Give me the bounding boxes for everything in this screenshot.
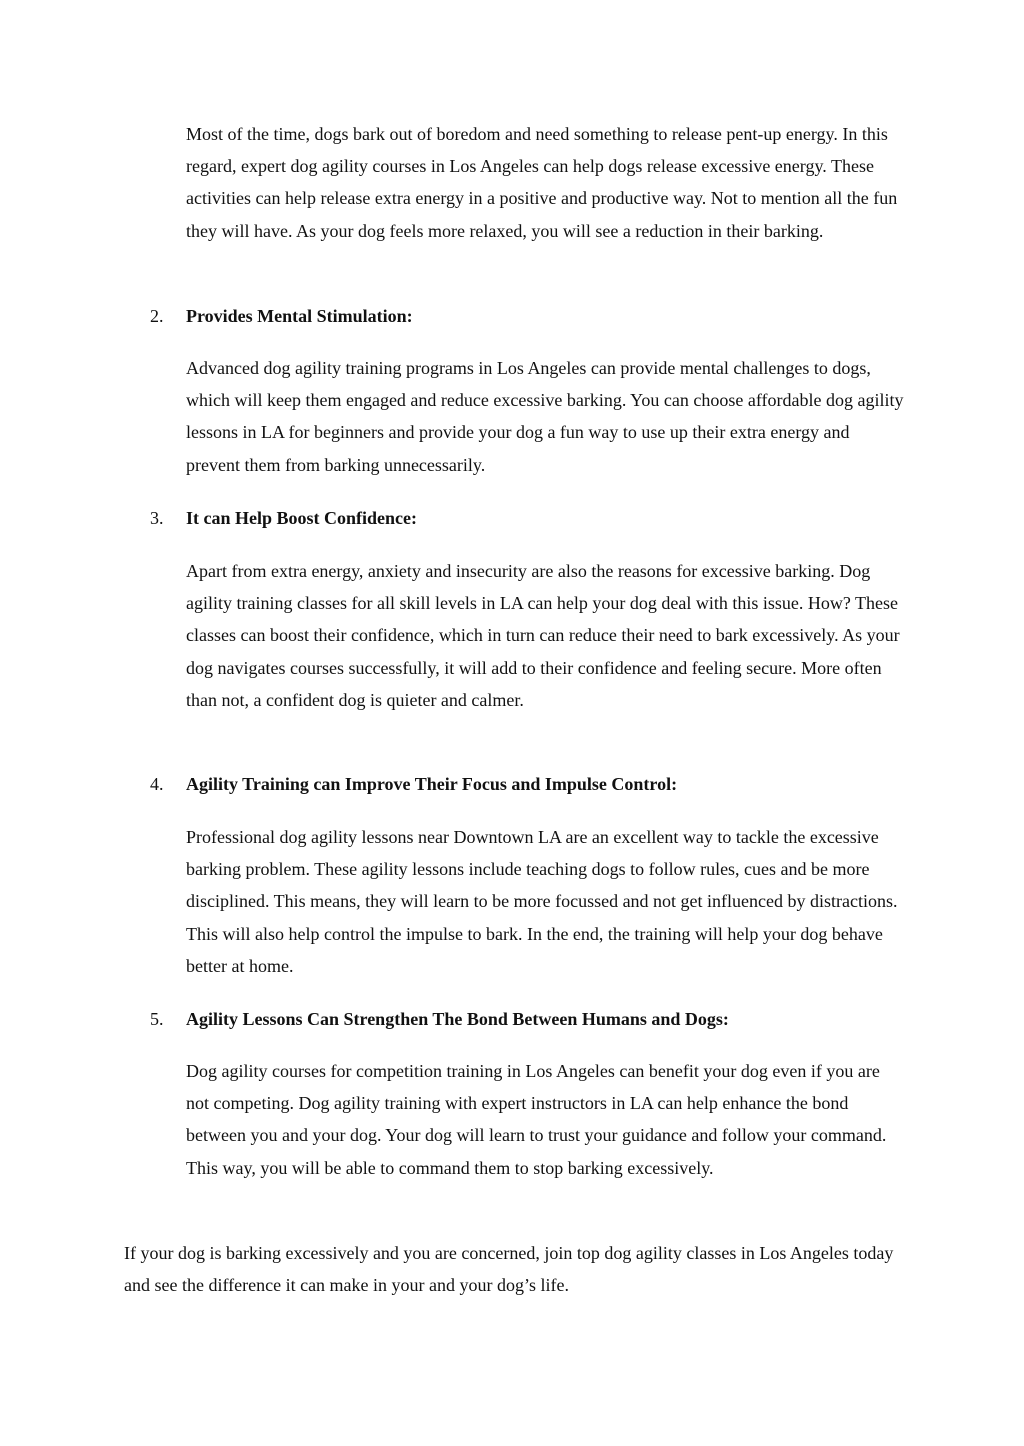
section-heading: Agility Training can Improve Their Focus and Impulse Control: [186,774,678,794]
section-body: Professional dog agility lessons near Downtown LA are an excellent way to tackle the excessive barking problem. These agility lessons include teaching dogs to follow rules, cues and be more disciplined. This means, they will learn to be more focussed and not get influenced by distractions. This will also help control the impulse to bark. In the end, the training will help your dog behave better at home. [186,827,898,976]
section-body: Apart from extra energy, anxiety and insecurity are also the reasons for excessive barking. Dog agility training classes for all skill levels in LA can help your dog deal with this issue. How? These classes can boost their confidence, which in turn can reduce their need to bark excessively. As your dog navigates courses successfully, it will add to their confidence and feeling secure. More often than not, a confident dog is quieter and calmer. [186,561,900,710]
section-heading: It can Help Boost Confidence: [186,508,417,528]
section-heading: Provides Mental Stimulation: [186,306,413,326]
list-number: 3. [150,508,164,528]
list-number: 4. [150,774,164,794]
section-body: Advanced dog agility training programs in Los Angeles can provide mental challenges to dogs, which will keep them engaged and reduce excessive barking. You can choose affordable dog agility lessons in LA for beginners and provide your dog a fun way to use up their extra energy and prevent them from barking unnecessarily. [186,358,904,475]
closing-paragraph: If your dog is barking excessively and you are concerned, join top dog agility classes in Los Angeles today and see the difference it can make in your and your dog’s life. [124,1243,894,1296]
list-number: 5. [150,1009,164,1029]
section-heading: Agility Lessons Can Strengthen The Bond Between Humans and Dogs: [186,1009,729,1029]
list-number: 2. [150,306,164,326]
intro-paragraph: Most of the time, dogs bark out of boredom and need something to release pent-up energy. In this regard, expert dog agility courses in Los Angeles can help dogs release excessive energy. These activities can help release extra energy in a positive and productive way. Not to mention all the fun they will have. As your dog feels more relaxed, you will see a reduction in their barking. [186,124,898,241]
section-body: Dog agility courses for competition training in Los Angeles can benefit your dog even if you are not competing. Dog agility training with expert instructors in LA can help enhance the bond between you and your dog. Your dog will learn to trust your guidance and follow your command. This way, you will be able to command them to stop barking excessively. [186,1061,887,1178]
